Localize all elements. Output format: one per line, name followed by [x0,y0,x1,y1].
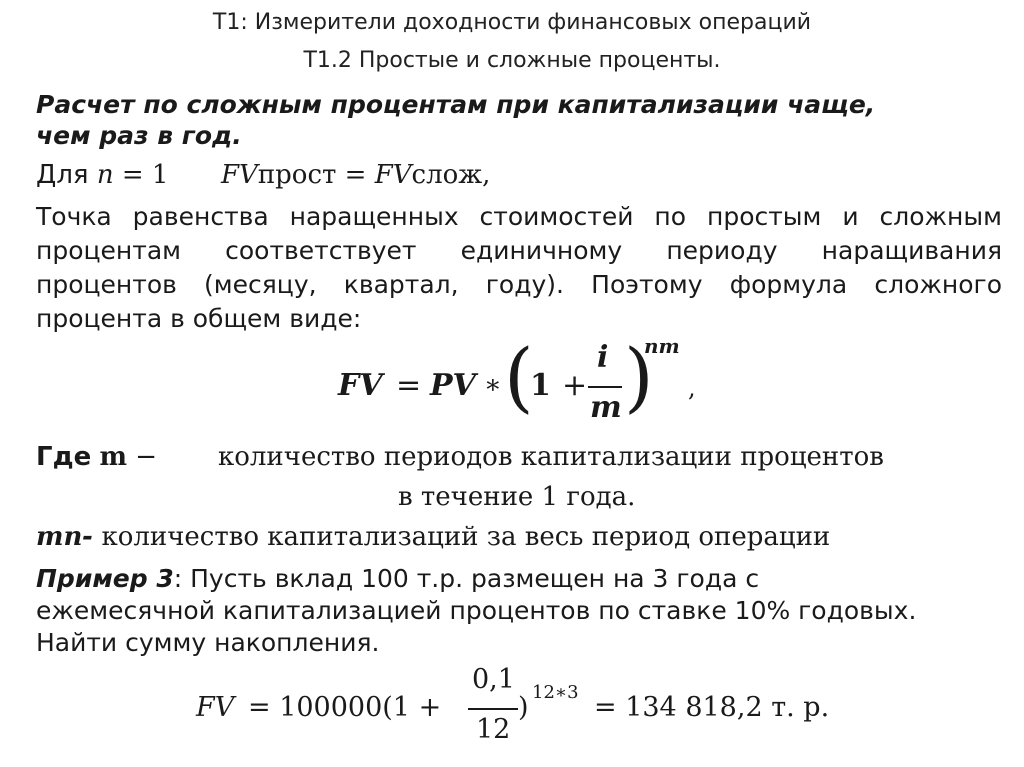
where-line [36,442,157,472]
formula-numerator: i [597,340,609,375]
mn-dash: - [82,522,94,552]
example-label: Пример 3 [36,564,174,593]
condition-prost: прост = [257,160,375,190]
example-text-1: Пусть вклад 100 т.р. размещен на 3 года с [182,564,760,593]
example-line-2: ежемесячной капитализацией процентов по ставке 10% годовых. [36,596,917,625]
example-colon: : [173,564,183,593]
formula-denominator: m [590,390,622,425]
ex-formula-eq: = 100000(1 + [248,692,442,723]
formula-plus: + [562,368,588,403]
ex-formula-close: ) [518,692,529,723]
condition-slozh: слож, [411,160,491,190]
formula-exponent: nm [644,334,680,358]
where-var: m [99,442,127,472]
formula-one: 1 [530,368,551,403]
condition-prefix: Для [36,160,89,190]
formula-rparen: ) [624,332,654,421]
where-text-line2: в течение 1 года. [398,482,636,512]
paragraph-line-4: процента в общем виде: [36,304,362,333]
formula-comma: , [688,374,696,402]
mn-text: количество капитализаций за весь период операции [93,522,831,552]
formula-star: ∗ [484,370,502,400]
slide-subtitle: Т1.2 Простые и сложные проценты. [303,48,721,73]
ex-formula-denominator: 12 [476,714,511,745]
condition-eq-one: = 1 [113,160,169,190]
formula-fv: FV [338,368,383,403]
formula-pv: PV [430,368,476,403]
condition-fv2: FV [374,160,412,190]
ex-formula-result: = 134 818,2 т. р. [594,692,830,723]
mn-definition [36,522,830,552]
section-heading-line1: Расчет по сложным процентам при капитализации чаще, [36,90,876,119]
ex-formula-fraction-bar [468,708,518,710]
condition-n-var: n [96,160,114,190]
formula-lparen: ( [504,332,534,421]
where-label: Где [36,442,92,472]
where-dash: − [135,442,158,472]
ex-formula-exponent: 12∗3 [532,682,579,703]
example-line-3: Найти сумму накопления. [36,628,380,657]
mn-var: mn [36,522,83,552]
formula-eq: = [396,368,422,403]
slide-title: Т1: Измерители доходности финансовых операций [212,10,812,35]
paragraph-line-2: процентам соответствует единичному периоду наращивания [36,236,1002,265]
formula-fraction-bar [588,386,622,388]
condition-line [36,160,490,190]
ex-formula-numerator: 0,1 [472,664,515,695]
condition-fv1: FV [220,160,258,190]
where-text-line1: количество периодов капитализации процентов [218,442,884,472]
example-line-1 [36,564,759,594]
section-heading-line2: чем раз в год. [36,121,242,150]
ex-formula-lhs: FV [196,692,235,723]
paragraph-line-3: процентов (месяцу, квартал, году). Поэтому формула сложного [36,270,1002,299]
paragraph-line-1: Точка равенства наращенных стоимостей по простым и сложным [36,202,1002,231]
